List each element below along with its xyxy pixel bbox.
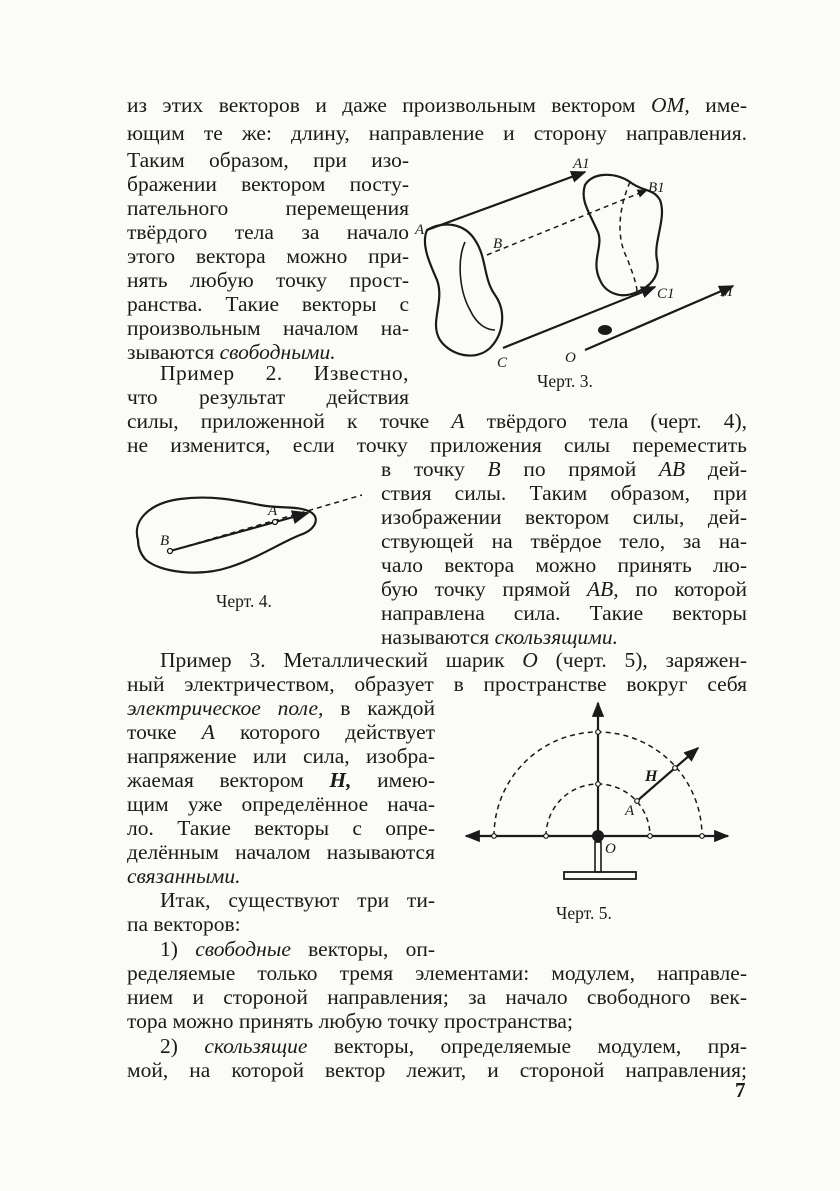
figure-3: [415, 150, 745, 380]
text-line: Пример 2. Известно,: [160, 361, 409, 385]
point-inner-top: [596, 782, 601, 787]
text-line: бую точку прямой AB, по которой: [381, 577, 747, 601]
figure-5: [460, 695, 740, 895]
text-line: в точку B по прямой AB дей-: [381, 457, 747, 481]
text-line: ствующей на твёрдое тело, за на-: [381, 529, 747, 553]
stand-post: [595, 842, 601, 872]
stand-base: [564, 872, 636, 879]
text-line: Таким образом, при изо-: [127, 148, 409, 172]
label-a: A: [268, 503, 278, 519]
text-line: ствия силы. Таким образом, при: [381, 481, 747, 505]
point-inner-right: [648, 834, 653, 839]
point-outer-top: [596, 730, 601, 735]
label-o: O: [565, 350, 576, 366]
text-line: напряжение или сила, изобра-: [127, 744, 435, 768]
text-line: изображении вектором силы, дей-: [381, 505, 747, 529]
page-number: 7: [735, 1078, 746, 1102]
text-line: Пример 3. Металлический шарик O (черт. 5), заряжен-: [160, 648, 747, 672]
charged-ball: [592, 830, 604, 842]
text-line: делённым началом называются: [127, 840, 435, 864]
text-line: называются скользящими.: [381, 625, 619, 649]
text-line: этого вектора можно при-: [127, 244, 409, 268]
vector-om: OM,: [651, 92, 690, 118]
text-line: ранства. Такие векторы с: [127, 292, 409, 316]
label-b: B: [160, 533, 170, 549]
fig3-caption: Черт. 3.: [537, 371, 593, 391]
force-vector: [170, 513, 308, 551]
text-line: силы, приложенной к точке A твёрдого тела (черт. 4),: [127, 409, 747, 433]
text-line: 1) свободные векторы, оп-: [160, 937, 435, 961]
edge-c-c1: [503, 287, 655, 348]
text-line: ло. Такие векторы с опре-: [127, 816, 435, 840]
text-line: точке A которого действует: [127, 720, 435, 744]
text-line: щим уже определённое нача-: [127, 792, 435, 816]
label-c: C: [497, 355, 508, 371]
edge-a-a1: [427, 172, 585, 230]
text-line: произвольным началом на-: [127, 316, 409, 340]
point-outer-diag: [673, 766, 678, 771]
text-line: зываются свободными.: [127, 340, 336, 364]
label-a: A: [415, 222, 425, 238]
fig5-caption: Черт. 5.: [556, 903, 612, 923]
term-sliding: скользящими.: [494, 625, 619, 649]
point-a: [635, 799, 640, 804]
point-outer-left: [492, 834, 497, 839]
text-line: нять любую точку прост-: [127, 268, 409, 292]
point-a-dot: [273, 520, 278, 525]
text-line: жаемая вектором H, имею-: [127, 768, 435, 792]
text-line: ющим те же: длину, направление и сторону направления.: [127, 121, 747, 145]
text-line: твёрдого тела за начало: [127, 220, 409, 244]
smudge-mark: [598, 325, 612, 335]
label-m: M: [720, 284, 733, 300]
text-line: не изменится, если точку приложения силы переместить: [127, 433, 747, 457]
label-a1: A1: [573, 156, 590, 172]
label-h: H: [645, 768, 658, 785]
text-line: ределяемые только тремя элементами: модулем, направле-: [127, 961, 747, 985]
text-line: Итак, существуют три ти-: [160, 888, 435, 912]
point-inner-left: [544, 834, 549, 839]
text-line: [127, 863, 435, 889]
text-line: па векторов:: [127, 912, 241, 936]
figure-4: [130, 485, 370, 575]
text-line: мой, на которой вектор лежит, и стороной направления;: [127, 1058, 747, 1082]
text-line: бражении вектором посту-: [127, 172, 409, 196]
label-b1: B1: [648, 180, 665, 196]
fig4-caption: Черт. 4.: [216, 591, 272, 611]
text-line: тора можно принять любую точку пространства;: [127, 1009, 573, 1033]
text-line: электрическое поле, в каждой: [127, 696, 435, 720]
text-line: пательного перемещения: [127, 196, 409, 220]
text-line: чало вектора можно принять лю-: [381, 553, 747, 577]
text-line: нием и стороной направления; за начало свободного век-: [127, 985, 747, 1009]
rear-hidden-edge: [620, 182, 637, 292]
label-o: O: [605, 841, 616, 857]
point-outer-right: [700, 834, 705, 839]
text-line: 2) скользящие векторы, определяемые модулем, пря-: [160, 1034, 747, 1058]
term-bound: связанными.: [127, 864, 241, 888]
text-line: ный электричеством, образует в пространстве вокруг себя: [127, 672, 747, 696]
text-line: направлена сила. Такие векторы: [381, 601, 747, 625]
label-b: B: [493, 236, 503, 252]
term-free: свободными.: [219, 340, 336, 364]
term-electric-field: электрическое поле,: [127, 696, 324, 720]
text-line: из этих векторов и даже произвольным вектором OM, име-: [127, 92, 747, 118]
text-line: что результат действия: [127, 385, 409, 409]
label-c1: C1: [657, 286, 675, 302]
point-b-dot: [168, 549, 173, 554]
label-a: A: [625, 803, 635, 819]
